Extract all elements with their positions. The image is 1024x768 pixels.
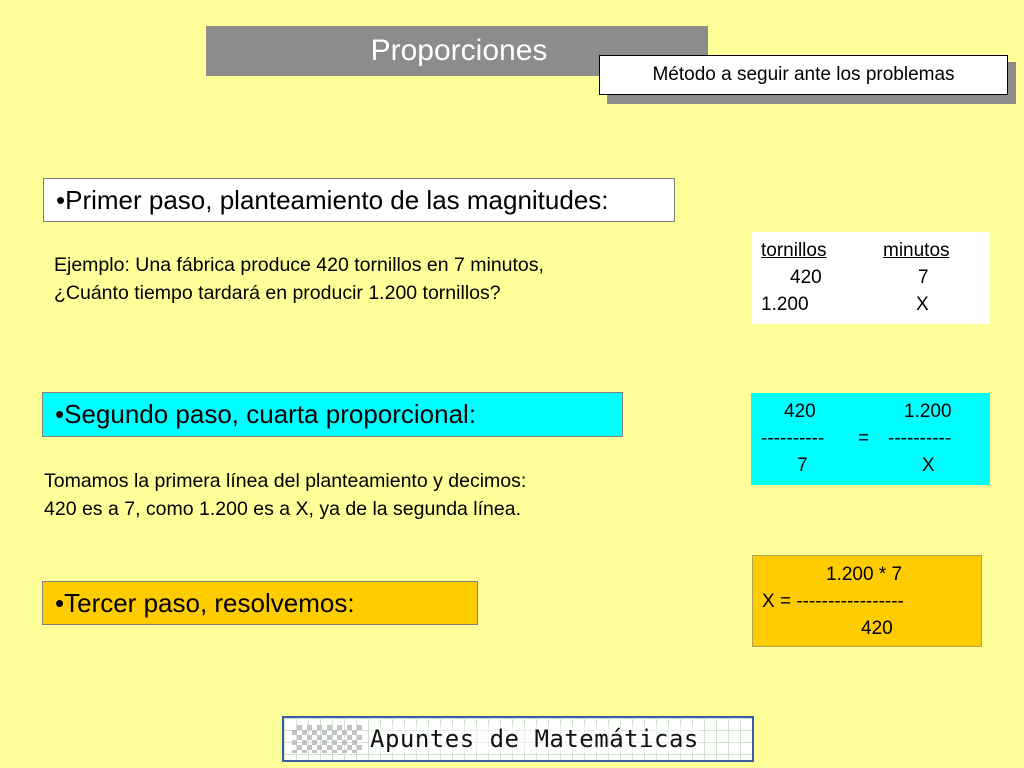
fraction-bar-right: ---------- — [888, 428, 952, 449]
second-text-line-1: Tomamos la primera línea del planteamiento y decimos: — [44, 470, 527, 492]
step-third-label: •Tercer paso, resolvemos: — [55, 587, 355, 618]
magnitudes-table — [752, 232, 990, 324]
solution-lhs: X = ----------------- — [762, 591, 904, 612]
second-text-line-2: 420 es a 7, como 1.200 es a X, ya de la segunda línea. — [44, 498, 521, 520]
step-first-box — [43, 178, 675, 222]
proportion-b: 1.200 — [904, 401, 952, 422]
step-second-box — [42, 392, 623, 437]
second-step-text — [44, 467, 664, 523]
fraction-bar-left: ---------- — [761, 428, 825, 449]
proportion-box — [751, 393, 990, 485]
example-line-2: ¿Cuánto tiempo tardará en producir 1.200 tornillos? — [54, 282, 501, 304]
method-label-box — [599, 55, 1008, 95]
table-cell: X — [916, 294, 929, 315]
solution-denominator: 420 — [861, 618, 893, 639]
table-header-tornillos: tornillos — [761, 240, 827, 261]
checker-pattern-icon — [292, 725, 362, 753]
method-label: Método a seguir ante los problemas — [652, 64, 955, 85]
example-line-1: Ejemplo: Una fábrica produce 420 tornillos en 7 minutos, — [54, 254, 544, 276]
proportion-c: 7 — [797, 455, 808, 476]
solution-box — [752, 555, 982, 647]
proportion-a: 420 — [784, 401, 816, 422]
slide-title: Proporciones — [370, 34, 548, 67]
table-cell: 420 — [790, 267, 822, 288]
footer-logo-banner[interactable] — [282, 716, 754, 762]
solution-numerator: 1.200 * 7 — [826, 564, 903, 585]
step-first-label: •Primer paso, planteamiento de las magnitudes: — [56, 184, 609, 215]
table-header-minutos: minutos — [883, 240, 950, 261]
step-second-label: •Segundo paso, cuarta proporcional: — [55, 399, 477, 429]
example-text — [54, 251, 674, 307]
table-cell: 7 — [918, 267, 929, 288]
proportion-d: X — [922, 455, 935, 476]
equals-sign: = — [858, 428, 870, 449]
table-cell: 1.200 — [761, 294, 809, 315]
footer-logo-text: Apuntes de Matemáticas — [370, 725, 699, 753]
step-third-box — [42, 581, 478, 625]
